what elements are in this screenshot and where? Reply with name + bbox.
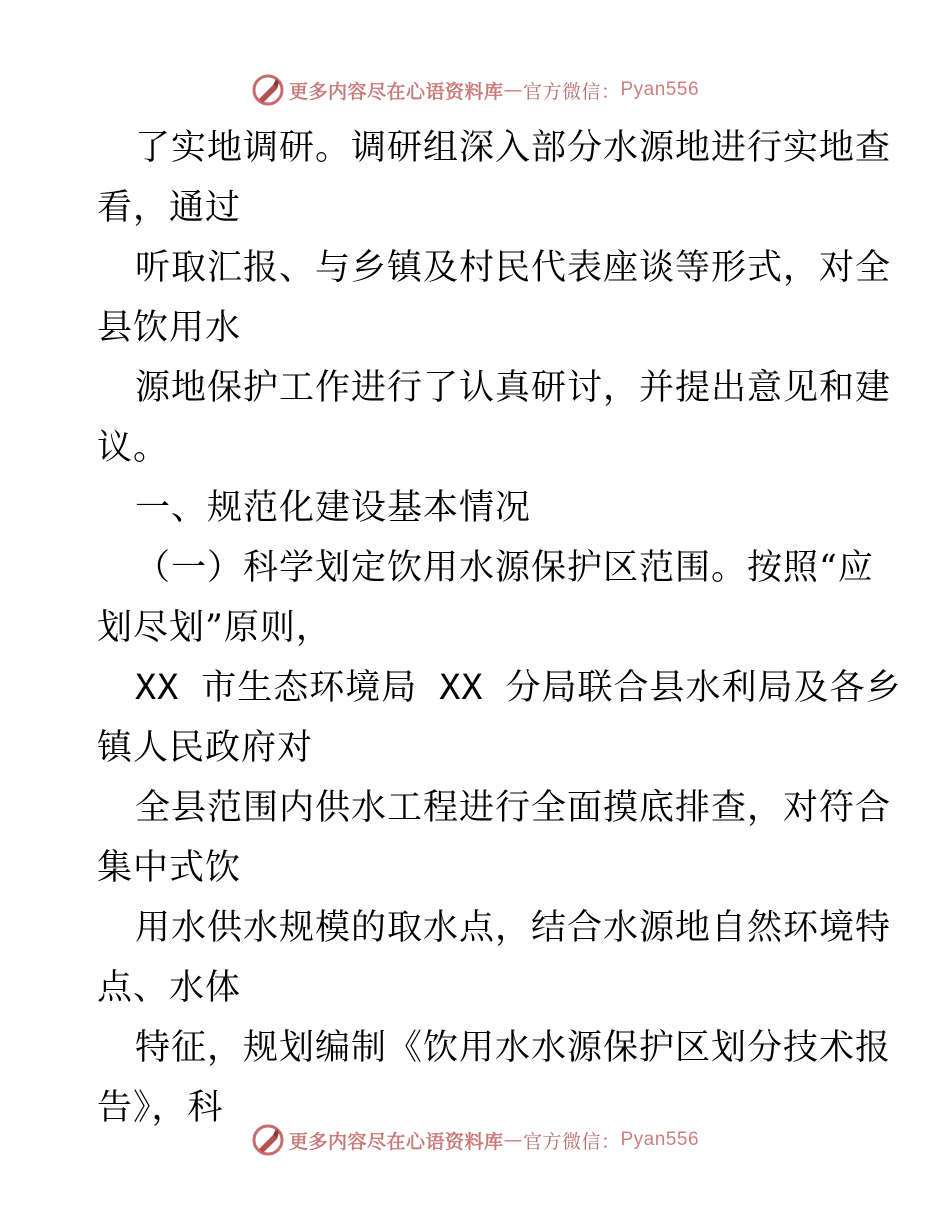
watermark-wechat-label: 官方微信： <box>522 80 621 103</box>
pen-circle-logo-icon <box>251 1123 285 1157</box>
body-line: 告》，科 <box>97 1088 224 1128</box>
body-line: 特征，规划编制《饮用水水源保护区划分技术报 <box>135 1028 892 1068</box>
body-line: 划尽划”原则， <box>97 608 332 648</box>
body-line: 全县范围内供水工程进行全面摸底排查，对符合 <box>135 788 892 828</box>
body-line: 源地保护工作进行了认真研讨，并提出意见和建 <box>135 368 892 408</box>
watermark-dash: — <box>503 1129 523 1151</box>
body-line: 用水供水规模的取水点，结合水源地自然环境特 <box>135 908 892 948</box>
watermark-brand: 更多内容尽在心语资料库 <box>288 1130 504 1153</box>
section-heading: 一、规范化建设基本情况 <box>135 488 532 528</box>
watermark-wechat-id: Pyan556 <box>620 79 700 100</box>
document-body <box>97 118 902 1138</box>
body-line: 县饮用水 <box>97 308 242 348</box>
subsection-heading: （一）科学划定饮用水源保护区范围。按照“应 <box>135 548 874 588</box>
body-line: 镇人民政府对 <box>97 728 314 768</box>
body-line: 点、水体 <box>97 968 242 1008</box>
body-line: 听取汇报、与乡镇及村民代表座谈等形式，对全 <box>135 248 892 288</box>
body-line: 集中式饮 <box>97 848 242 888</box>
body-line: 议。 <box>97 428 170 468</box>
watermark-wechat-id: Pyan556 <box>620 1129 700 1150</box>
watermark-dash: — <box>503 79 523 101</box>
header-watermark <box>0 70 950 110</box>
pen-circle-logo-icon <box>251 73 285 107</box>
body-line: 看，通过 <box>97 188 242 228</box>
watermark-wechat-label: 官方微信： <box>522 1130 621 1153</box>
watermark-brand: 更多内容尽在心语资料库 <box>288 80 504 103</box>
body-line: 了实地调研。调研组深入部分水源地进行实地查 <box>135 128 892 168</box>
footer-watermark <box>0 1120 950 1160</box>
body-line: XX 市生态环境局 XX 分局联合县水利局及各乡 <box>135 668 902 708</box>
